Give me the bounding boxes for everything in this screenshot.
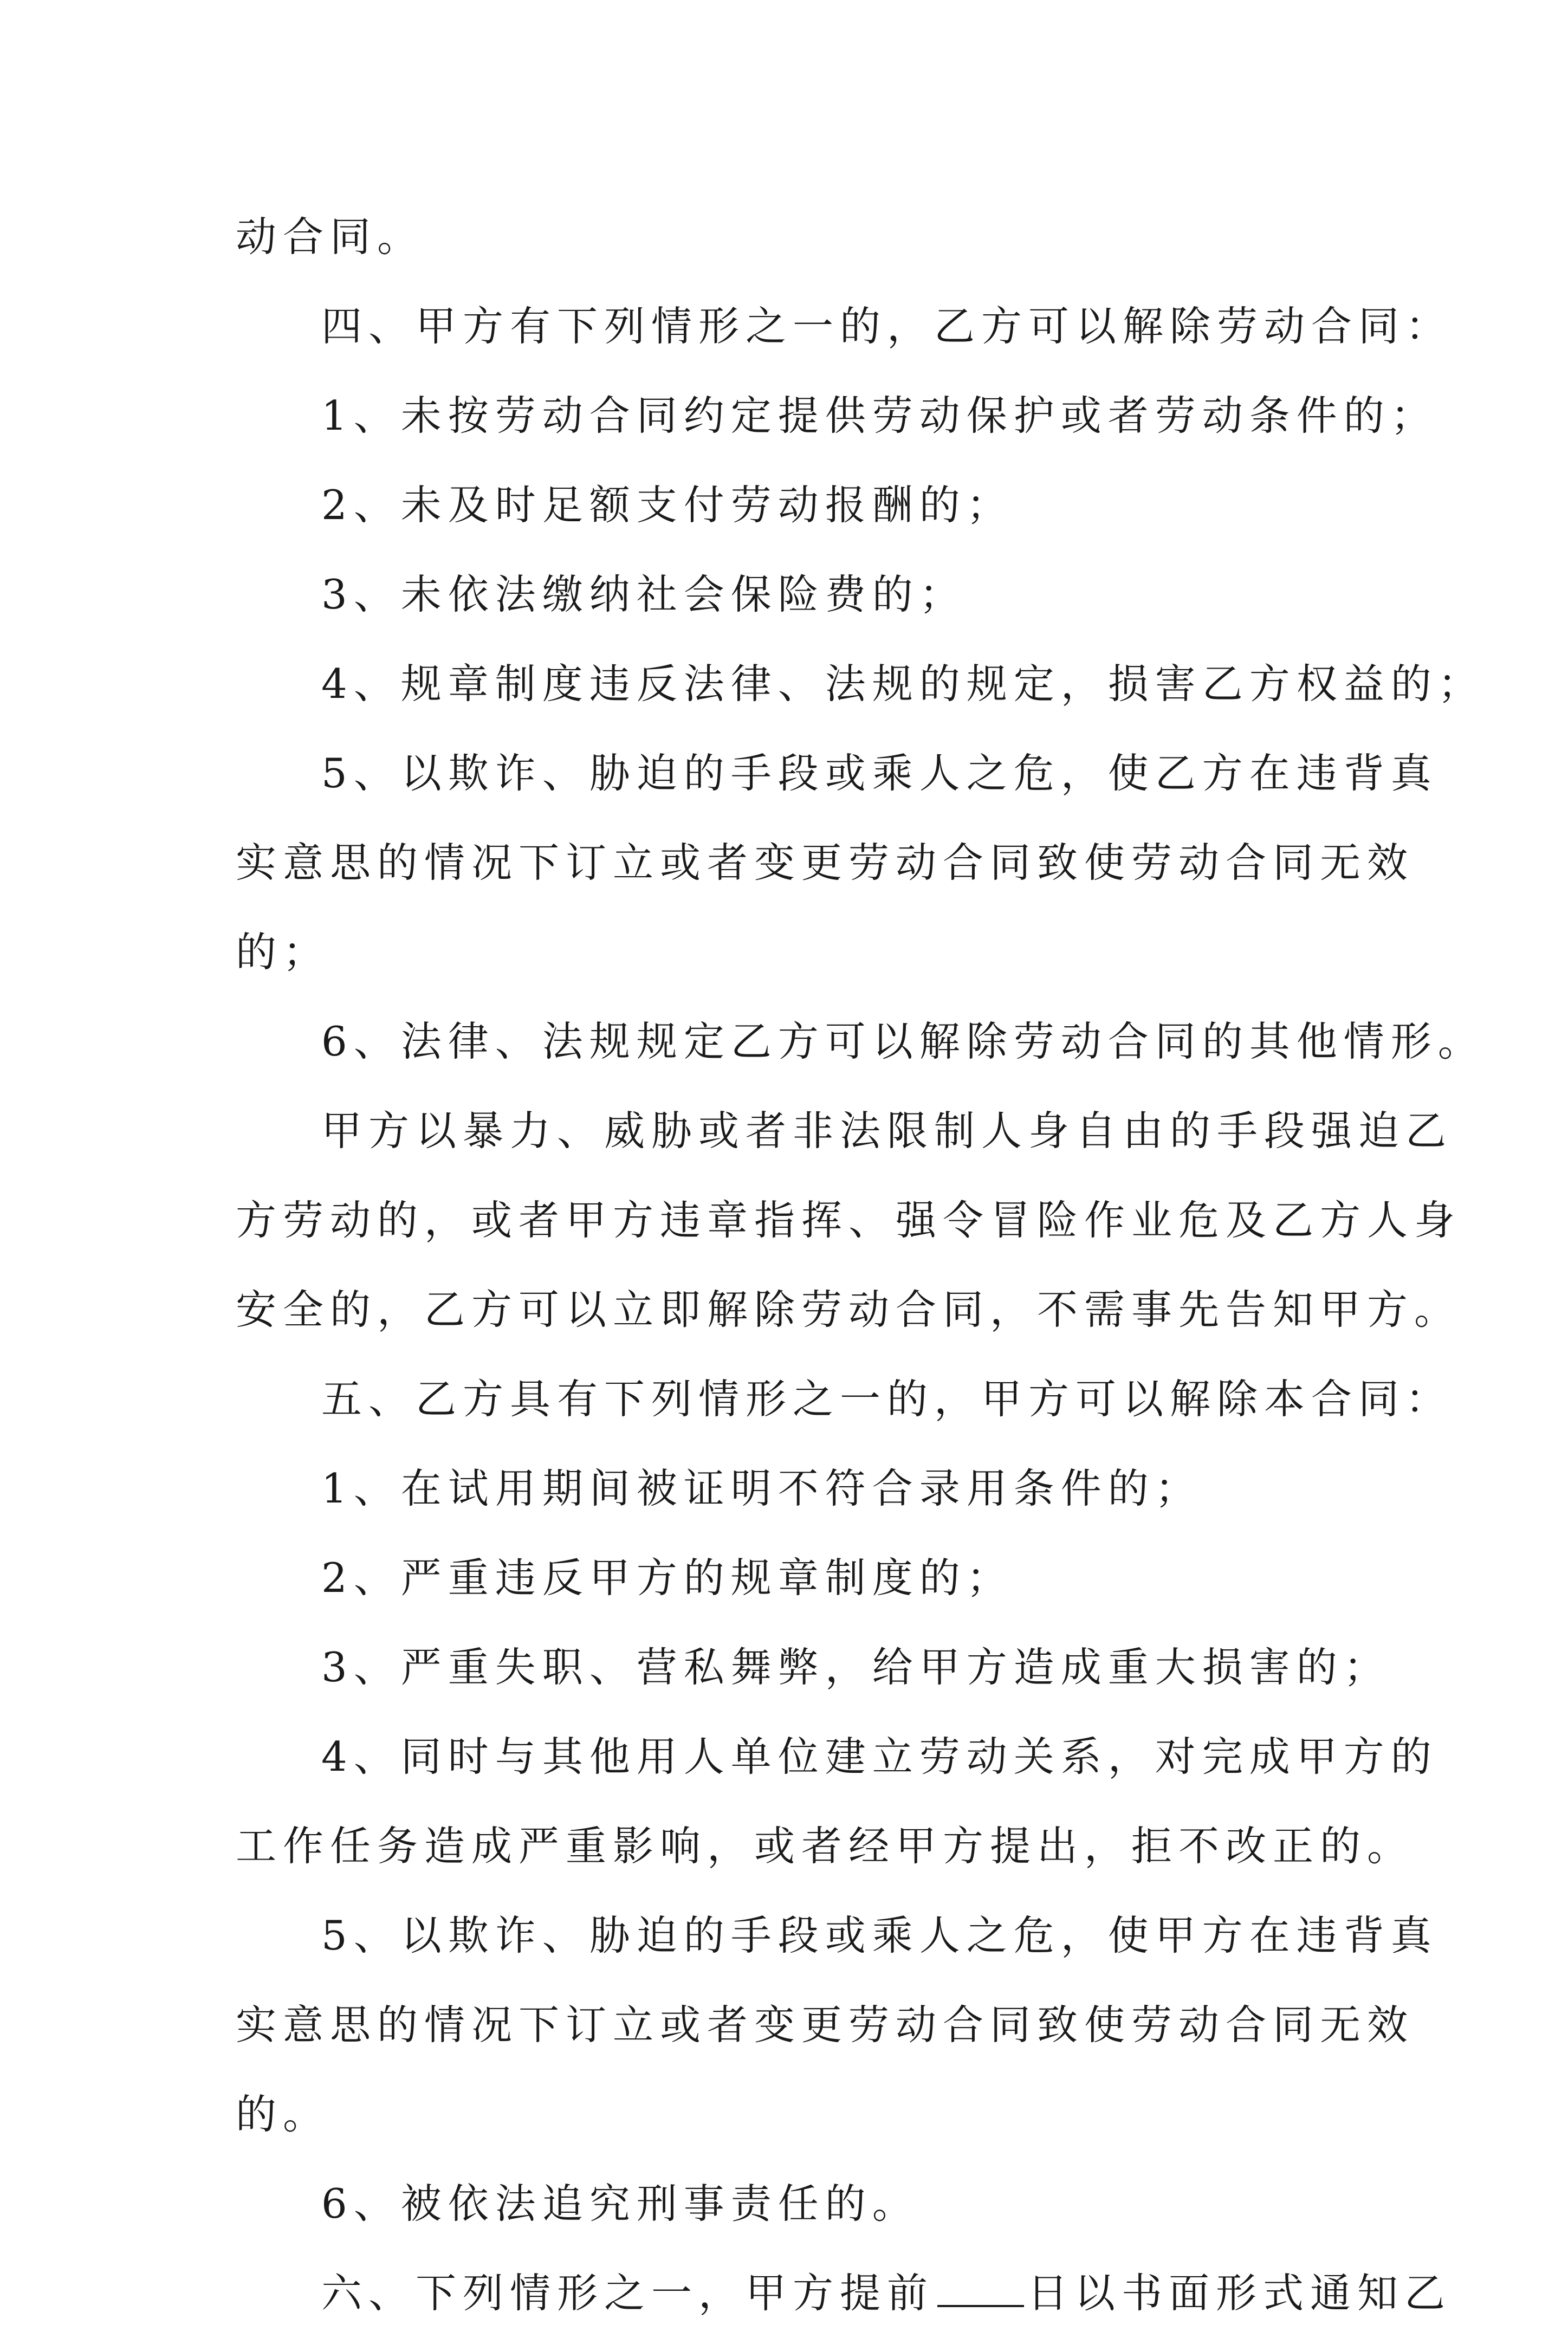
list-item: 2、未及时足额支付劳动报酬的； — [321, 481, 1014, 529]
list-item: 6、法律、法规规定乙方可以解除劳动合同的其他情形。 — [321, 1018, 1485, 1065]
text-line: 工作任务造成严重影响，或者经甲方提出，拒不改正的。 — [236, 1822, 1415, 1870]
text-line: 的； — [236, 928, 331, 976]
list-item: 3、未依法缴纳社会保险费的； — [321, 571, 967, 618]
section-six-text-after: 日以书面形式通知乙 — [1027, 2269, 1452, 2317]
list-item: 1、未按劳动合同约定提供劳动保护或者劳动条件的； — [321, 392, 1438, 439]
section-heading-five: 五、乙方具有下列情形之一的，甲方可以解除本合同： — [321, 1375, 1453, 1423]
section-six-text-before: 六、下列情形之一，甲方提前 — [321, 2269, 935, 2317]
section-heading-four: 四、甲方有下列情形之一的，乙方可以解除劳动合同： — [321, 302, 1453, 350]
list-item: 6、被依法追究刑事责任的。 — [321, 2180, 919, 2227]
text-line: 实意思的情况下订立或者变更劳动合同致使劳动合同无效 — [236, 2001, 1415, 2049]
list-item: 4、规章制度违反法律、法规的规定，损害乙方权益的； — [321, 660, 1485, 708]
paragraph-start: 甲方以暴力、威胁或者非法限制人身自由的手段强迫乙 — [321, 1107, 1453, 1155]
list-item: 1、在试用期间被证明不符合录用条件的； — [321, 1465, 1202, 1512]
text-line: 的。 — [236, 2090, 331, 2138]
list-item: 4、同时与其他用人单位建立劳动关系，对完成甲方的 — [321, 1733, 1438, 1780]
list-item: 5、以欺诈、胁迫的手段或乘人之危，使乙方在违背真 — [321, 749, 1438, 797]
text-line: 方劳动的，或者甲方违章指挥、强令冒险作业危及乙方人身 — [236, 1196, 1462, 1244]
fill-in-blank — [937, 2272, 1024, 2307]
text-line: 动合同。 — [236, 213, 425, 261]
text-line: 安全的，乙方可以立即解除劳动合同，不需事先告知甲方。 — [236, 1286, 1462, 1333]
list-item: 3、严重失职、营私舞弊，给甲方造成重大损害的； — [321, 1643, 1391, 1691]
list-item: 2、严重违反甲方的规章制度的； — [321, 1554, 1014, 1602]
text-line: 实意思的情况下订立或者变更劳动合同致使劳动合同无效 — [236, 839, 1415, 886]
section-heading-six — [236, 2249, 1452, 2338]
contract-text — [236, 192, 1485, 2338]
list-item: 5、以欺诈、胁迫的手段或乘人之危，使甲方在违背真 — [321, 1912, 1438, 1959]
